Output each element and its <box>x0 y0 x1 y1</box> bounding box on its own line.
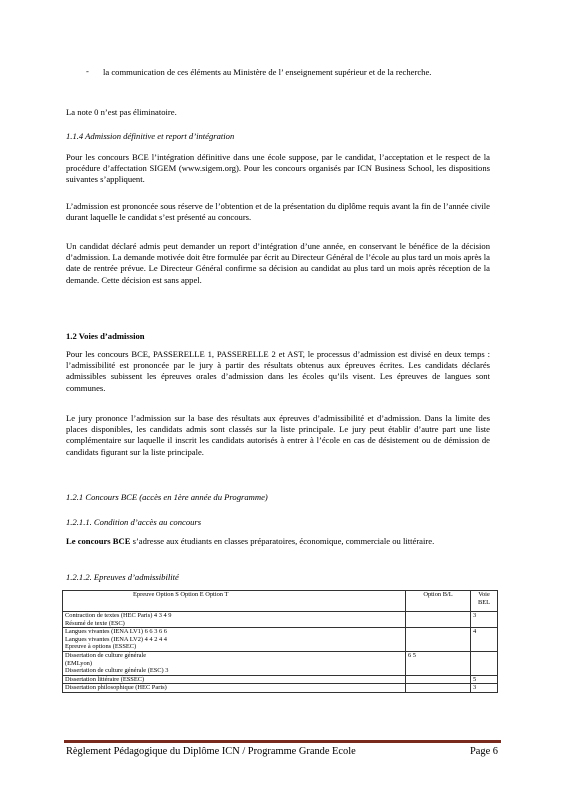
bullet-text: la communication de ces éléments au Ministère de l’ enseignement supérieur et de la recherche. <box>103 67 432 77</box>
page-footer <box>66 746 498 757</box>
heading-1-2: 1.2 Voies d’admission <box>66 331 145 341</box>
heading-1-2-1-1: 1.2.1.1. Condition d’accès au concours <box>66 517 202 527</box>
table-cell-epreuve: Langues vivantes (IENA LV1) 6 6 3 6 6 Langues vivantes (IENA LV2) 4 4 2 4 4 Epreuve à options (ESSEC) <box>63 628 406 652</box>
bullet-dash: - <box>86 66 89 76</box>
table-cell-voie-bel <box>471 651 498 675</box>
table-cell-voie-bel: 3 <box>471 612 498 628</box>
footer-page-number: Page 6 <box>470 746 498 757</box>
note-zero-text: La note 0 n’est pas éliminatoire. <box>66 107 177 117</box>
table-cell-option-bl <box>406 675 471 684</box>
admissibility-table <box>62 590 498 693</box>
table-cell-epreuve: Dissertation de culture générale (EMLyon) Dissertation de culture générale (ESC) 3 <box>63 651 406 675</box>
table-header-row <box>63 591 498 612</box>
footer-title: Règlement Pédagogique du Diplôme ICN / Programme Grande Ecole <box>66 746 356 757</box>
paragraph-integration: Pour les concours BCE l’intégration définitive dans une école suppose, par le candidat, l’acceptation et le respect de la procédure d’affectation SIGEM (www.sigem.org). Pour les concours organisés par ICN Business School, les dispositions suivantes s’appliquent. <box>66 152 490 185</box>
heading-1-2-1: 1.2.1 Concours BCE (accès en 1ère année du Programme) <box>66 492 268 502</box>
paragraph-jury: Le jury prononce l’admission sur la base des résultats aux épreuves d’admissibilité et d’admission. Dans la limite des places disponibles, les candidats admis sont classés sur la liste principale. Le jury peut établir d’autre part une liste complémentaire sur laquelle il inscrit les candidats autorisés à entrer à l’école en cas de désistement ou de démission de candidats figurant sur la liste principale. <box>66 413 490 457</box>
table-cell-epreuve: Dissertation philosophique (HEC Paris) <box>63 684 406 693</box>
table-row <box>63 612 498 628</box>
table-header-option-bl: Option B/L <box>406 591 471 612</box>
heading-1-1-4: 1.1.4 Admission définitive et report d’intégration <box>66 131 235 141</box>
heading-1-2-1-2: 1.2.1.2. Epreuves d’admissibilité <box>66 572 179 582</box>
table-header-voie-bel: Voie BEL <box>471 591 498 612</box>
footer-rule <box>64 740 501 743</box>
table-cell-voie-bel: 3 <box>471 684 498 693</box>
table-header-epreuve: Epreuve Option S Option E Option T <box>63 591 406 612</box>
paragraph-concours-bce <box>66 536 490 547</box>
concours-bce-lead: Le concours BCE <box>66 536 131 546</box>
paragraph-report-integration: Un candidat déclaré admis peut demander un report d’intégration d’une année, en conservant le bénéfice de la décision d’admission. La demande motivée doit être formulée par écrit au Directeur Général de l’école au plus tard un mois après la date de rentrée prévue. Le Directeur Général confirme sa décision au candidat au plus tard un mois après réception de la demande. Cette décision est sans appel. <box>66 241 490 285</box>
table-cell-epreuve: Dissertation littéraire (ESSEC) <box>63 675 406 684</box>
table-row <box>63 651 498 675</box>
table-cell-option-bl <box>406 612 471 628</box>
table-row <box>63 675 498 684</box>
table-cell-epreuve: Contraction de textes (HEC Paris) 4 3 4 9 Résumé de texte (ESC) <box>63 612 406 628</box>
table-row <box>63 684 498 693</box>
table-cell-option-bl <box>406 628 471 652</box>
paragraph-admission-reserve: L’admission est prononcée sous réserve de l’obtention et de la présentation du diplôme requis avant la fin de l’année civile durant laquelle le candidat s’est présenté au concours. <box>66 201 490 223</box>
table-cell-voie-bel: 4 <box>471 628 498 652</box>
table-row <box>63 628 498 652</box>
table-cell-voie-bel: 5 <box>471 675 498 684</box>
concours-bce-text: s’adresse aux étudiants en classes préparatoires, économique, commerciale ou littéraire. <box>130 536 435 546</box>
paragraph-voies-admission: Pour les concours BCE, PASSERELLE 1, PASSERELLE 2 et AST, le processus d’admission est divisé en deux temps : l’admissibilité est prononcée par le jury à partir des résultats obtenus aux épreuves écrites. Les candidats déclarés admissibles subissent les épreuves orales d’admission dans les écoles qu’ils visent. Les épreuves de langues sont communes. <box>66 349 490 393</box>
table-cell-option-bl: 6 5 <box>406 651 471 675</box>
table-cell-option-bl <box>406 684 471 693</box>
